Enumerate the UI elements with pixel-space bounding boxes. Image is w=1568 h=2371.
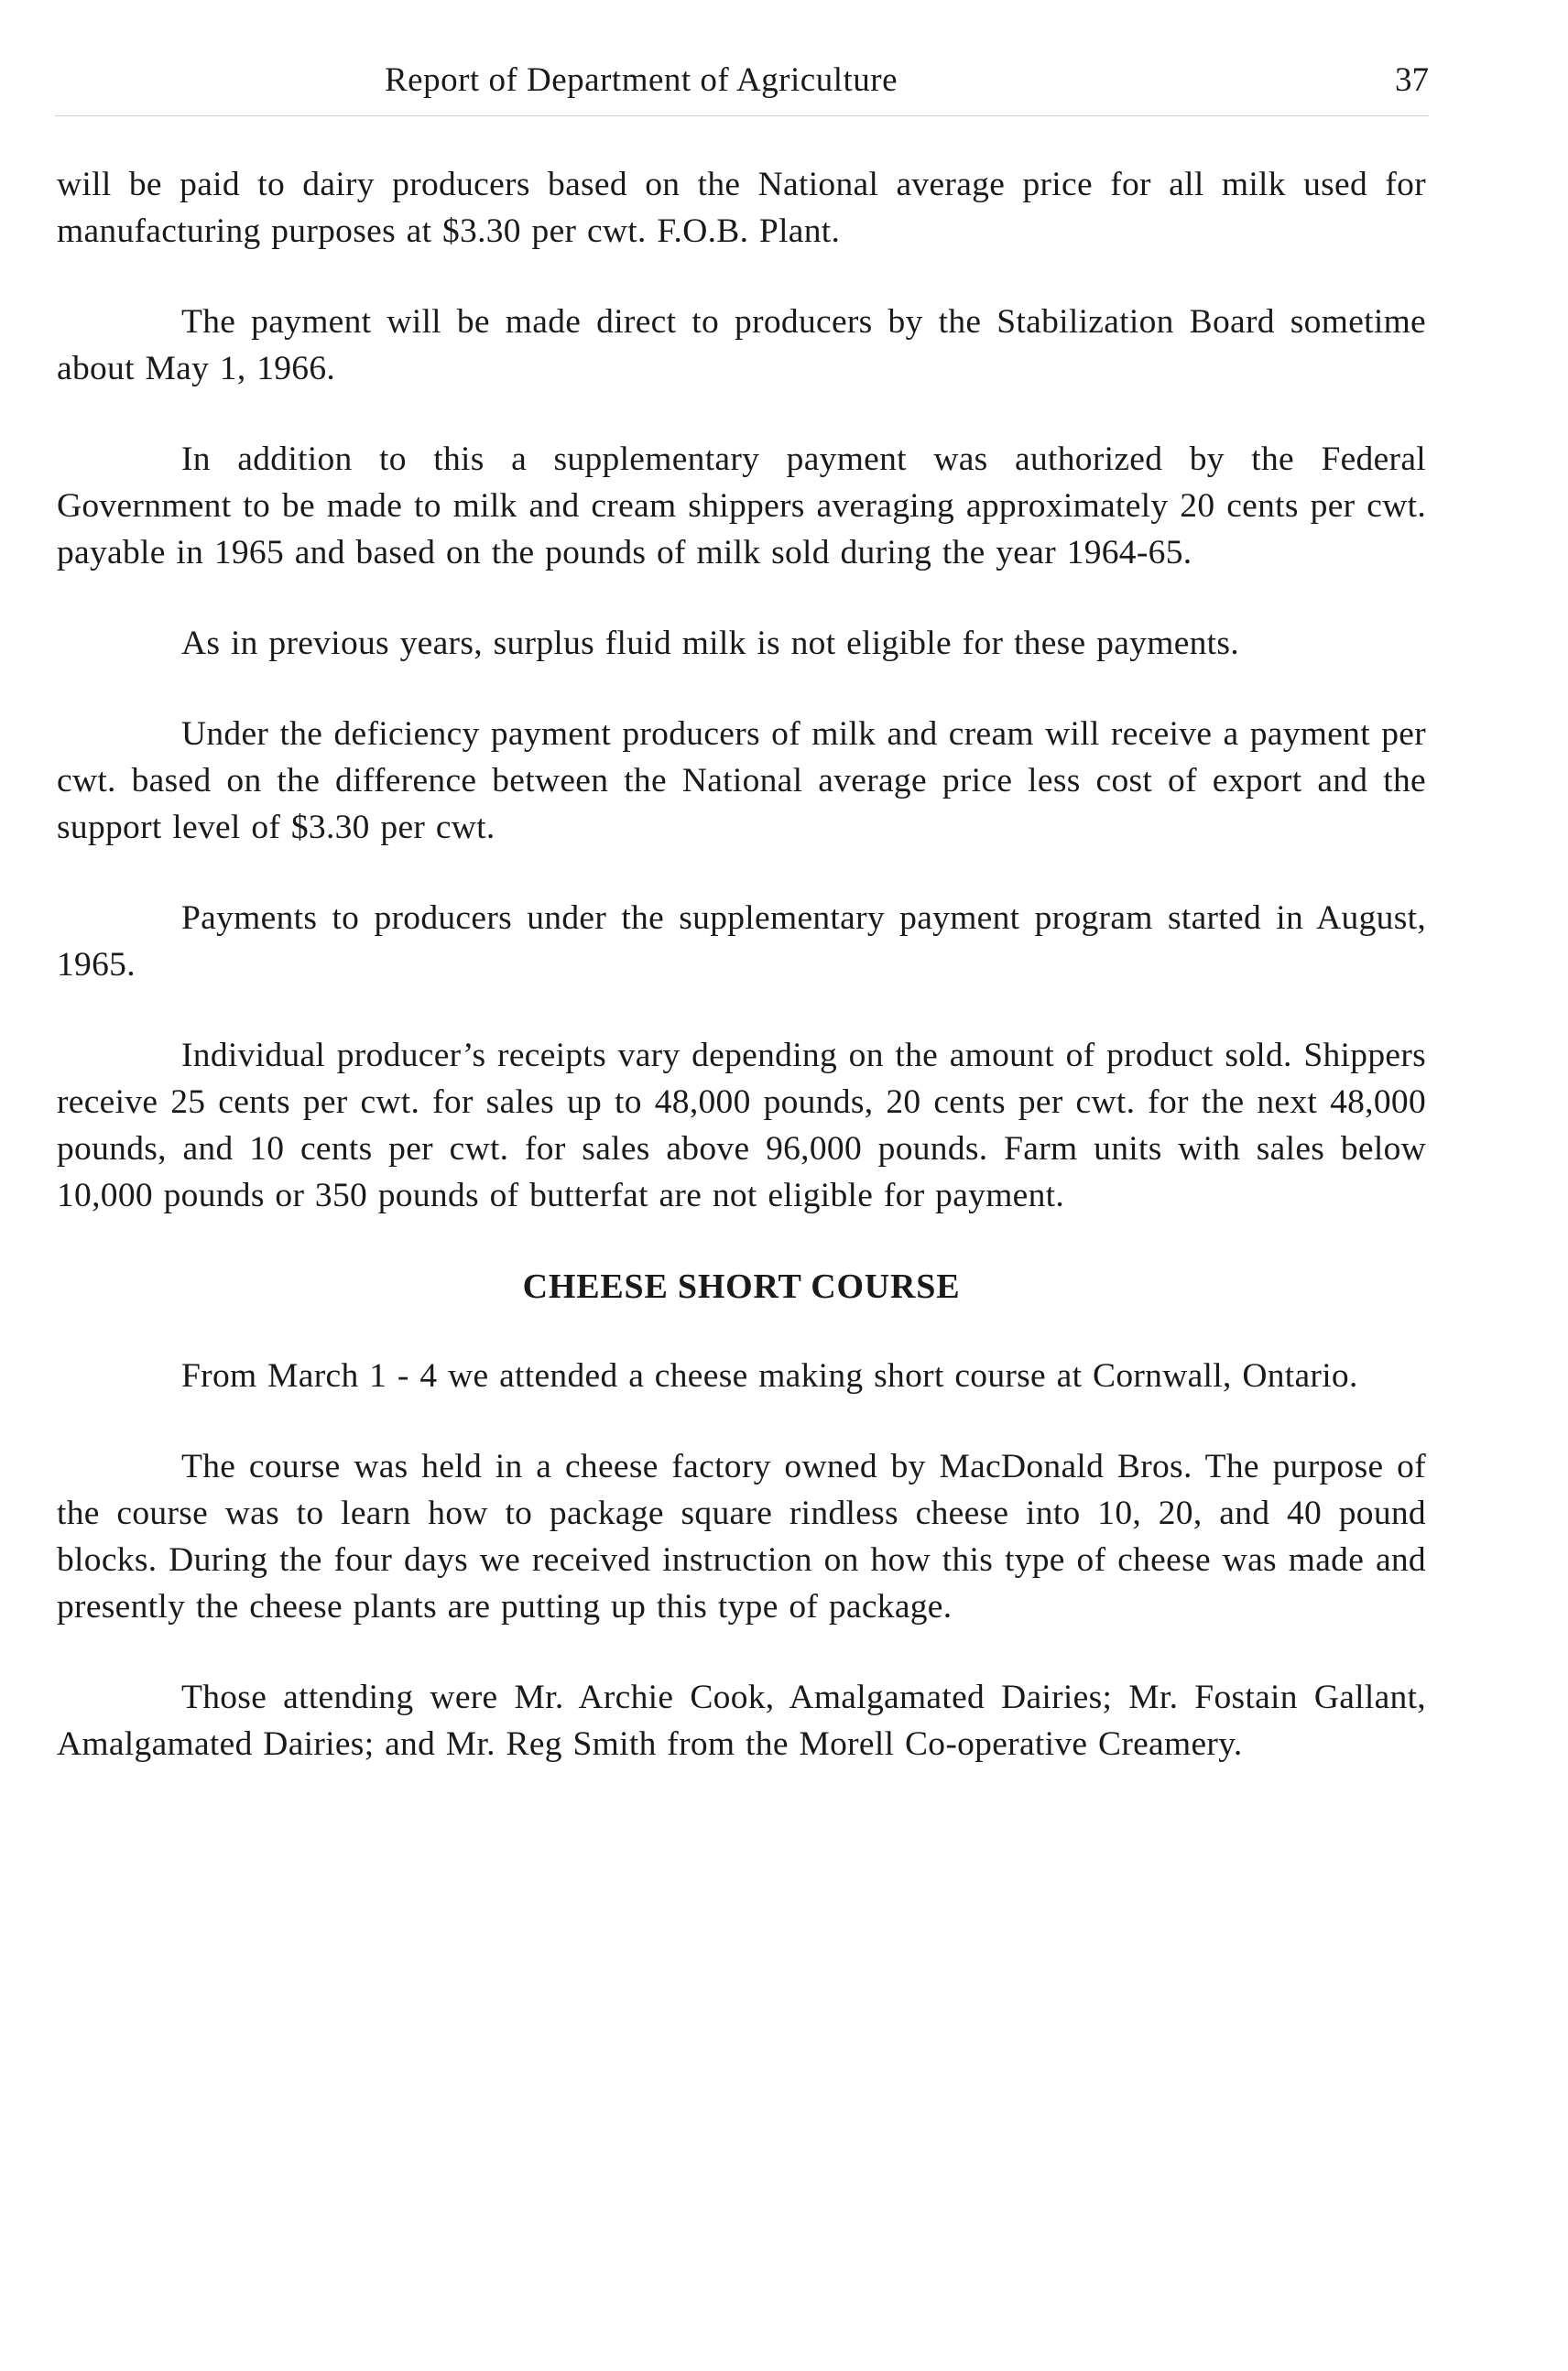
paragraph-continuation: will be paid to dairy producers based on the National average price for all milk used for manufacturing purposes at $3.30 per cwt. F.O.B. Plant. xyxy=(57,166,1426,250)
paragraph-payment-date: The payment will be made direct to producers by the Stabilization Board sometime about May 1, 1966. xyxy=(57,303,1426,387)
running-header-title: Report of Department of Agriculture xyxy=(385,61,898,99)
header-divider xyxy=(55,115,1429,116)
paragraph-deficiency-payment: Under the deficiency payment producers of milk and cream will receive a payment per cwt. based on the difference between the National average price less cost of export and the support level of $3.30 per cwt. xyxy=(57,715,1426,846)
paragraph-course-dates: From March 1 - 4 we attended a cheese making short course at Cornwall, Ontario. xyxy=(181,1357,1358,1395)
paragraph-producer-receipts: Individual producer’s receipts vary depending on the amount of product sold. Shippers receive 25 cents per cwt. for sales up to 48,000 pounds, 20 cents per cwt. for the next 48,000 pounds, and 10 cents per cwt. for sales above 96,000 pounds. Farm units with sales below 10,000 pounds or 350 pounds of butterfat are not eligible for payment. xyxy=(57,1037,1426,1214)
paragraph-supplementary-payment: In addition to this a supplementary payment was authorized by the Federal Government to be made to milk and cream shippers averaging approximately 20 cents per cwt. payable in 1965 and based on the pounds of milk sold during the year 1964-65. xyxy=(57,440,1426,571)
body-text xyxy=(57,161,1426,1811)
running-header xyxy=(385,57,1429,104)
section-heading: CHEESE SHORT COURSE xyxy=(522,1267,961,1306)
page-number: 37 xyxy=(1395,61,1429,99)
paragraph-attendees: Those attending were Mr. Archie Cook, Amalgamated Dairies; Mr. Fostain Gallant, Amalgamated Dairies; and Mr. Reg Smith from the Morell Co-operative Creamery. xyxy=(57,1679,1426,1763)
paragraph-course-description: The course was held in a cheese factory owned by MacDonald Bros. The purpose of the course was to learn how to package square rindless cheese into 10, 20, and 40 pound blocks. During the four days we received instruction on how this type of cheese was made and presently the cheese plants are putting up this type of package. xyxy=(57,1448,1426,1626)
paragraph-surplus-milk: As in previous years, surplus fluid milk is not eligible for these payments. xyxy=(181,625,1239,662)
paragraph-program-start: Payments to producers under the supplementary payment program started in August, 1965. xyxy=(57,899,1426,984)
